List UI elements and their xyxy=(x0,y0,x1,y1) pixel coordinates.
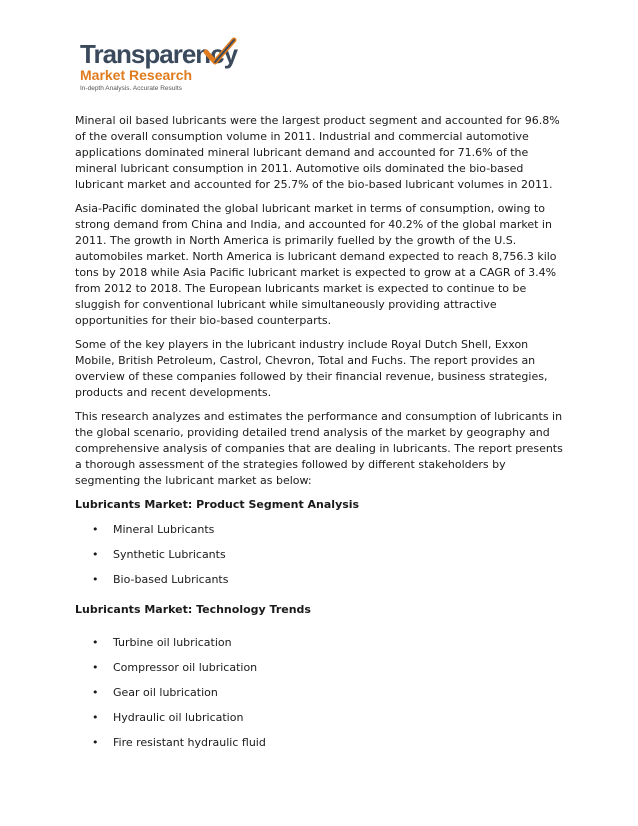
list-item xyxy=(75,572,565,588)
paragraph: Asia-Pacific dominated the global lubricant market in terms of consumption, owing to strong demand from China and India, and accounted for 40.2% of the global market in 2011. The growth in North America is primarily fuelled by the growth of the U.S. automobiles market. North America is lubricant demand expected to reach 8,756.3 kilo tons by 2018 while Asia Pacific lubricant market is expected to grow at a CAGR of 3.4% from 2012 to 2018. The European lubricants market is expected to continue to be sluggish for conventional lubricant while simultaneously providing attractive opportunities for their bio-based counterparts. xyxy=(75,202,557,327)
list-item-label: Compressor oil lubrication xyxy=(113,661,258,674)
bullet-icon: • xyxy=(92,661,99,674)
paragraph: This research analyzes and estimates the performance and consumption of lubricants in the global scenario, providing detailed trend analysis of the market by geography and comprehensive analysis of companies that are dealing in lubricants. The report presents a thorough assessment of the strategies followed by different stakeholders by segmenting the lubricant market as below: xyxy=(75,410,563,487)
product-segment-heading: Lubricants Market: Product Segment Analysis xyxy=(75,498,360,511)
bullet-icon: • xyxy=(92,523,99,536)
company-logo xyxy=(80,40,250,98)
bullet-icon: • xyxy=(92,736,99,749)
list-item xyxy=(75,735,565,751)
list-item xyxy=(75,660,565,676)
list-item-label: Fire resistant hydraulic fluid xyxy=(113,736,266,749)
list-item-label: Turbine oil lubrication xyxy=(113,636,232,649)
bullet-icon: • xyxy=(92,686,99,699)
bullet-icon: • xyxy=(92,711,99,724)
paragraph: Mineral oil based lubricants were the largest product segment and accounted for 96.8% of the overall consumption volume in 2011. Industrial and commercial automotive applications dominated mineral lubricant demand and accounted for 71.6% of the mineral lubricant consumption in 2011. Automotive oils dominated the bio-based lubricant market and accounted for 25.7% of the bio-based lubricant volumes in 2011. xyxy=(75,114,560,191)
logo-name-line2: Market Research xyxy=(80,67,193,83)
paragraph: Some of the key players in the lubricant industry include Royal Dutch Shell, Exxon Mobile, British Petroleum, Castrol, Chevron, Total and Fuchs. The report provides an overview of these companies followed by their financial revenue, business strategies, products and recent developments. xyxy=(75,338,548,399)
product-segment-list xyxy=(75,522,565,588)
list-item-label: Hydraulic oil lubrication xyxy=(113,711,244,724)
list-item xyxy=(75,685,565,701)
bullet-icon: • xyxy=(92,573,99,586)
checkmark-icon xyxy=(202,36,238,68)
list-item-label: Synthetic Lubricants xyxy=(113,548,226,561)
list-item-label: Bio-based Lubricants xyxy=(113,573,229,586)
document-body xyxy=(75,113,565,760)
list-item xyxy=(75,710,565,726)
list-item-label: Gear oil lubrication xyxy=(113,686,218,699)
list-item xyxy=(75,635,565,651)
logo-name-line1: Transparency xyxy=(80,39,238,69)
logo-tagline: In-depth Analysis. Accurate Results xyxy=(80,85,182,92)
technology-trends-heading: Lubricants Market: Technology Trends xyxy=(75,603,311,616)
bullet-icon: • xyxy=(92,548,99,561)
list-item xyxy=(75,522,565,538)
bullet-icon: • xyxy=(92,636,99,649)
list-item-label: Mineral Lubricants xyxy=(113,523,215,536)
technology-trends-list xyxy=(75,635,565,751)
list-item xyxy=(75,547,565,563)
